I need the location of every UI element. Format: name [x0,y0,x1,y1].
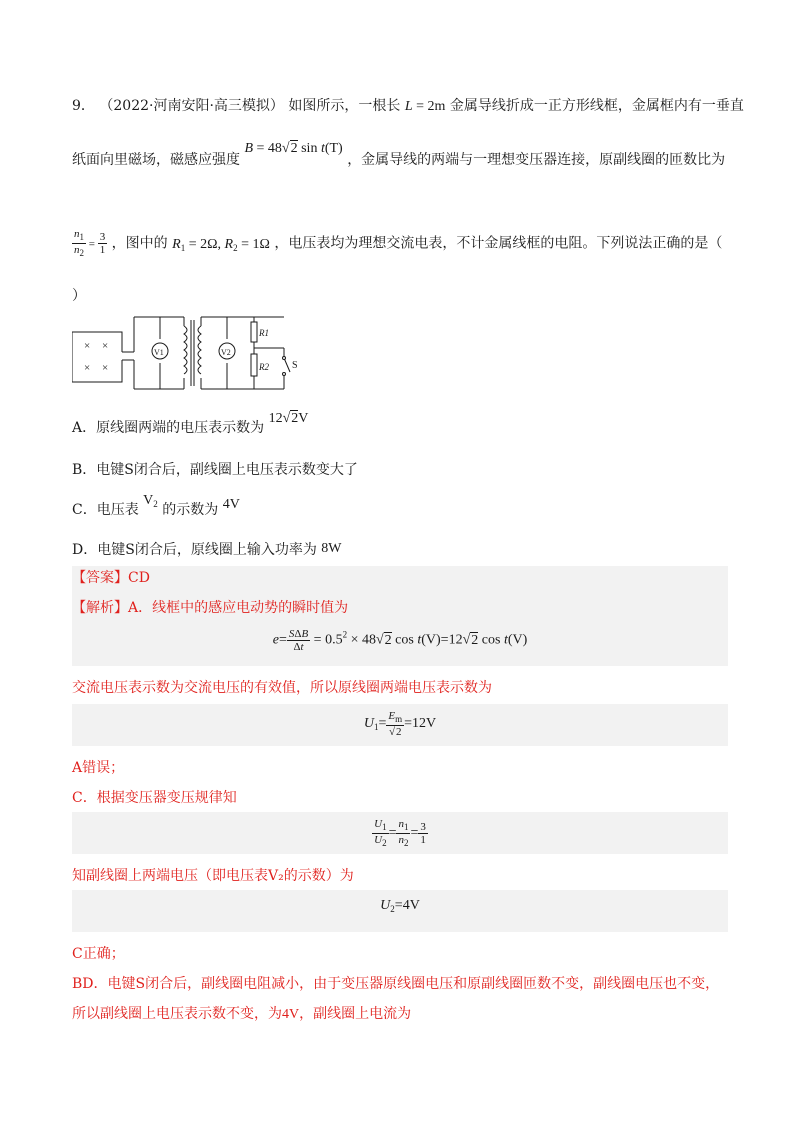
option-c-value: 4V [222,497,240,512]
option-c-meter: $V_2$ [143,493,158,509]
b-field-formula: B = 48√2 sin t(T) [244,141,343,156]
option-b: B．电键S闭合后，副线圈上电压表示数变大了 [72,462,358,478]
question-line-3: $\frac{n_1}{n_2}$ = $\frac{3}{1}$ ，图中的 $R_1 = 2\Omega$, $R_2 = 1\Omega$ ，电压表均为理想交流电表，不计金属线框的电阻。下列说法正确的是（ [74,228,723,258]
analysis-intro: A．线框中的感应电动势的瞬时值为 [128,600,349,616]
option-d [72,540,342,561]
analysis-label: 【解析】 [72,600,128,616]
switch-label: S [292,360,298,371]
length-formula: L = 2m [404,99,446,114]
question-text: ，图中的 [111,235,168,252]
question-text: 纸面向里磁场，磁感应强度 [72,152,240,168]
circuit-diagram [72,312,312,394]
equation-box-u2 [72,890,728,932]
secondary-coil [198,326,201,374]
analysis-bd-line-2 [72,1004,411,1025]
analysis-bd-text: ，副线圈上电流为 [299,1006,412,1022]
r1-label: R1 [259,328,269,338]
wire-loop [72,332,122,382]
question-line-4: ） [72,288,86,304]
option-a-value: 12√2V [268,411,309,426]
option-c-text: 的示数为 [162,502,219,518]
equation-box-u1 [72,704,728,746]
question-text: 如图所示，一根长 [288,98,401,114]
analysis-line [72,598,348,618]
question-number: 9． [72,98,95,114]
analysis-bd-text: 所以副线圈上电压表示数不变，为 [72,1006,282,1022]
r2-label: R2 [259,362,269,372]
turns-ratio-value: $\frac{3}{1}$ [99,231,106,256]
field-symbol: × [102,362,109,374]
question-text: ，电压表均为理想交流电表，不计金属线框的电阻。下列说法正确的是（ [274,235,723,252]
field-symbol: × [84,340,91,352]
analysis-secondary-voltage: 知副线圈上两端电压（即电压表V₂的示数）为 [72,868,354,884]
primary-coil [184,326,187,374]
answer-label: 【答案】 [72,570,128,586]
resistor-formula: $R_1 = 2\Omega$, $R_2 = 1\Omega$ [172,236,270,253]
option-c-text: C．电压表 [72,502,139,518]
r2-resistor [251,354,257,376]
answer-line [72,568,150,588]
analysis-c-correct: C正确； [72,946,125,962]
switch-blade [284,358,290,372]
question-line-1 [72,96,744,117]
equation-emf: e= $\frac{\text{SΔB}}{\Delta t}$ = $0.5^2 \times 48√2$ cos t(V)=12√2 cos t(V) [272,628,528,653]
option-a [72,411,309,439]
option-d-value: 8W [321,541,342,556]
question-source: （2022·河南安阳·高三模拟） [99,98,284,114]
question-text: ，金属导线的两端与一理想变压器连接，原副线圈的匝数比为 [347,152,726,168]
field-symbol: × [102,340,109,352]
r1-resistor [251,322,257,342]
analysis-c-intro: C．根据变压器变压规律知 [72,790,237,806]
analysis-text-rms: 交流电压表示数为交流电压的有效值，所以原线圈两端电压表示数为 [72,680,492,696]
turns-ratio-formula: $\frac{n_1}{n_2}$ [74,228,84,258]
equation-u1: $U_1=$ $\frac{E_m}{√2}$ =12V [363,710,437,738]
equation-ratio: $\frac{U_1}{U_2}$ = $\frac{n_1}{n_2}$ = $\frac{3}{1}$ [374,818,426,848]
field-symbol: × [84,362,91,374]
option-a-text: A．原线圈两端的电压表示数为 [72,420,265,436]
answer-box [72,566,728,666]
equation-box-ratio [72,812,728,854]
analysis-bd-line-1: BD．电键S闭合后，副线圈电阻减小，由于变压器原线圈电压和原副线圈匝数不变，副线圈电压也不变， [72,976,720,992]
v1-label: V1 [154,348,164,357]
answer-value: CD [128,570,150,586]
question-text: 金属导线折成一正方形线框，金属框内有一垂直 [449,98,744,114]
option-c [72,493,240,524]
analysis-a-wrong: A错误； [72,760,125,776]
question-line-2 [72,141,726,171]
equation-u2: $U_2=4V$ [380,898,420,914]
option-d-text: D．电键S闭合后，原线圈上输入功率为 [72,542,317,558]
analysis-bd-value: 4V [282,1007,300,1022]
v2-label: V2 [221,348,231,357]
